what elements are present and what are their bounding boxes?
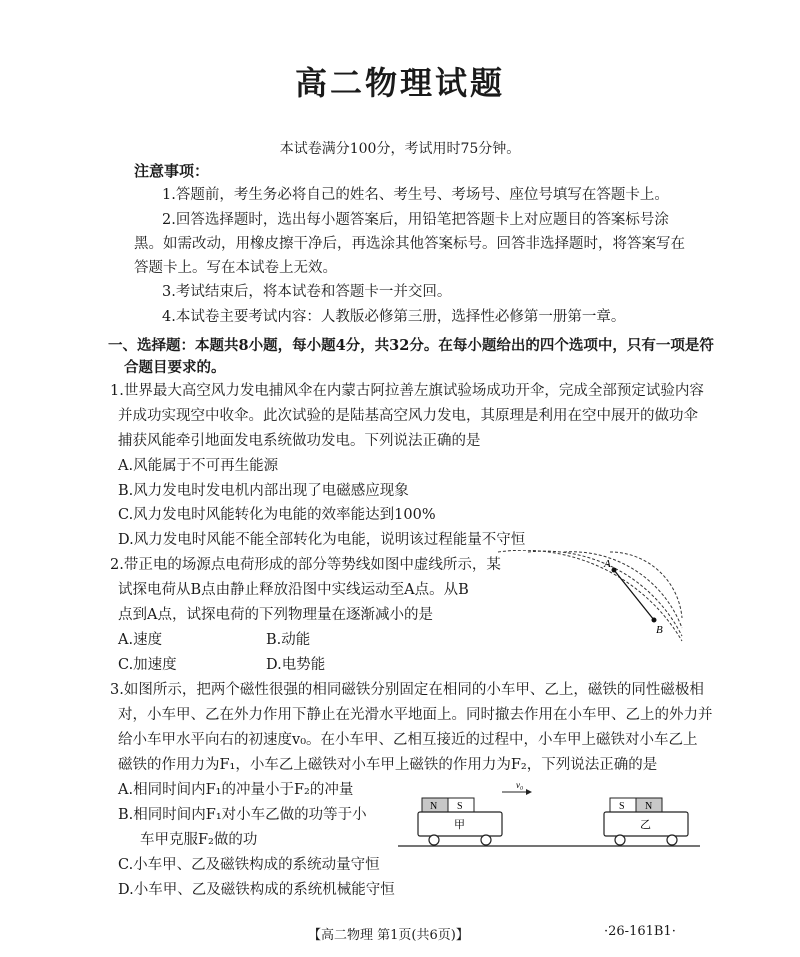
equipotential-line <box>498 550 682 641</box>
q3-option-b: B.相同时间内F₁对小车乙做的功等于小 <box>118 807 367 823</box>
q1-option-d: D.风力发电时风能不能全部转化为电能，说明该过程能量不守恒 <box>118 532 526 548</box>
velocity-label: v₀ <box>516 780 524 790</box>
q1-option-b: B.风力发电时发电机内部出现了电磁感应现象 <box>118 483 409 499</box>
q2-field-figure <box>488 550 688 642</box>
notice-item-3: 3.考试结束后，将本试卷和答题卡一并交回。 <box>162 284 452 300</box>
notice-item-1: 1.答题前，考生务必将自己的姓名、考生号、考场号、座位号填写在答题卡上。 <box>162 187 669 203</box>
label-b: B <box>656 624 663 636</box>
q2-option-a: A.速度 <box>118 632 163 648</box>
velocity-arrow-head <box>526 789 532 795</box>
label-s-left: S <box>457 801 463 812</box>
footer-code: ·26-161B1· <box>604 924 676 939</box>
q2-stem-line-2: 试探电荷从B点由静止释放沿图中实线运动至A点。从B <box>118 582 469 598</box>
cart-name-left: 甲 <box>454 819 465 831</box>
q3-stem-line-4: 磁铁的作用力为F₁，小车乙上磁铁对小车甲上磁铁的作用力为F₂，下列说法正确的是 <box>118 757 658 773</box>
q3-option-a: A.相同时间内F₁的冲量小于F₂的冲量 <box>118 782 354 798</box>
point-a <box>612 568 617 573</box>
q3-stem-line-2: 对，小车甲、乙在外力作用下静止在光滑水平地面上。同时撤去作用在小车甲、乙上的外力并 <box>118 707 713 723</box>
notice-item-2-cont: 黑。如需改动，用橡皮擦干净后，再选涂其他答案标号。回答非选择题时，将答案写在 <box>134 236 685 252</box>
label-a: A <box>604 558 611 570</box>
page-title: 高二物理试题 <box>294 64 505 102</box>
notice-item-2: 2.回答选择题时，选出每小题答案后，用铅笔把答题卡上对应题目的答案标号涂 <box>162 212 669 228</box>
q3-option-b-cont: 车甲克服F₂做的功 <box>140 832 258 848</box>
trajectory-line <box>614 570 654 620</box>
q2-stem-line-3: 点到A点，试探电荷的下列物理量在逐渐减小的是 <box>118 607 433 623</box>
notice-item-2-cont2: 答题卡上。写在本试卷上无效。 <box>134 260 337 276</box>
notice-item-4: 4.本试卷主要考试内容：人教版必修第三册，选择性必修第一册第一章。 <box>162 309 626 325</box>
q3-option-d: D.小车甲、乙及磁铁构成的系统机械能守恒 <box>118 882 395 898</box>
label-n-right: N <box>645 801 653 812</box>
wheel <box>429 835 439 845</box>
section-heading: 一、选择题：本题共8小题，每小题4分，共32分。在每小题给出的四个选项中，只有一项是符 <box>108 337 714 354</box>
wheel <box>481 835 491 845</box>
equipotential-line <box>610 552 682 618</box>
cart-name-right: 乙 <box>640 819 651 831</box>
q3-option-c: C.小车甲、乙及磁铁构成的系统动量守恒 <box>118 857 380 873</box>
notice-heading: 注意事项： <box>134 162 210 180</box>
q1-stem-line-3: 捕获风能牵引地面发电系统做功发电。下列说法正确的是 <box>118 433 481 449</box>
q2-option-b: B.动能 <box>266 632 311 648</box>
cart-right <box>604 798 688 845</box>
wheel <box>615 835 625 845</box>
q3-stem-line-1: 3.如图所示，把两个磁性很强的相同磁铁分别固定在相同的小车甲、乙上，磁铁的同性磁极相 <box>110 682 704 698</box>
q2-option-c: C.加速度 <box>118 657 177 673</box>
section-heading-cont: 合题目要求的。 <box>124 359 226 376</box>
exam-info: 本试卷满分100分，考试用时75分钟。 <box>279 141 521 157</box>
q1-option-c: C.风力发电时风能转化为电能的效率能达到100% <box>118 507 436 523</box>
cart-left <box>418 798 502 845</box>
q2-option-d: D.电势能 <box>266 657 326 673</box>
q2-stem-line-1: 2.带正电的场源点电荷形成的部分等势线如图中虚线所示，某 <box>110 557 501 573</box>
label-s-right: S <box>619 801 625 812</box>
q3-stem-line-3: 给小车甲水平向右的初速度v₀。在小车甲、乙相互接近的过程中，小车甲上磁铁对小车乙上 <box>118 732 698 748</box>
label-n-left: N <box>430 801 438 812</box>
wheel <box>667 835 677 845</box>
point-b <box>652 618 657 623</box>
q1-stem-line-2: 并成功实现空中收伞。此次试验的是陆基高空风力发电，其原理是利用在空中展开的做功伞 <box>118 408 698 424</box>
q3-cart-figure <box>396 780 702 852</box>
footer-page-label: 【高二物理 第1页(共6页)】 <box>308 928 469 943</box>
q1-option-a: A.风能属于不可再生能源 <box>118 458 279 474</box>
q1-stem-line-1: 1.世界最大高空风力发电捕风伞在内蒙古阿拉善左旗试验场成功开伞，完成全部预定试验内容 <box>110 383 704 399</box>
